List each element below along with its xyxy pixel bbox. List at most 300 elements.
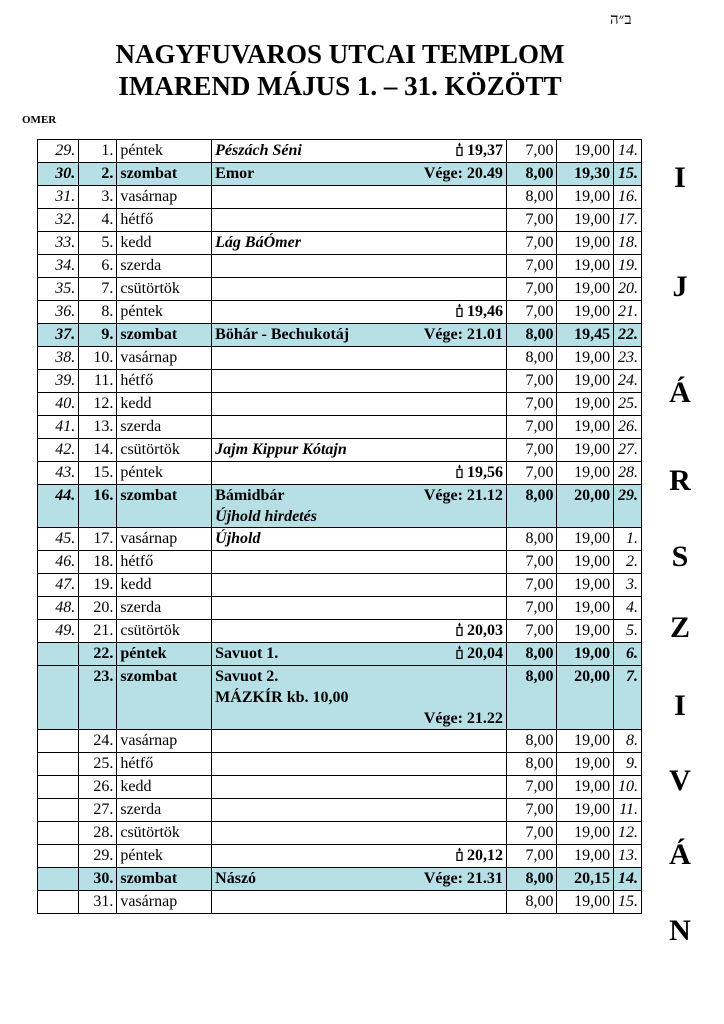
omer-count <box>38 845 79 868</box>
table-row <box>38 186 642 209</box>
hebrew-date: 3. <box>614 574 642 597</box>
candle-lighting: 19,56 <box>455 462 503 483</box>
omer-count: 47. <box>38 574 79 597</box>
mincha-time: 20,15 <box>557 868 614 891</box>
event-cell <box>212 393 507 416</box>
event-cell <box>212 209 507 232</box>
day-number: 22. <box>79 643 117 666</box>
shacharit-time: 7,00 <box>506 799 557 822</box>
omer-count <box>38 891 79 914</box>
event-cell <box>212 232 507 255</box>
weekday: csütörtök <box>117 620 212 643</box>
bh-mark: ב״ה <box>610 10 632 28</box>
shacharit-time: 7,00 <box>506 370 557 393</box>
omer-count: 44. <box>38 485 79 528</box>
weekday: szombat <box>117 324 212 347</box>
table-row <box>38 799 642 822</box>
hebrew-date: 4. <box>614 597 642 620</box>
hebrew-date: 19. <box>614 255 642 278</box>
hebrew-date: 24. <box>614 370 642 393</box>
mincha-time: 19,00 <box>557 574 614 597</box>
event-cell <box>212 140 507 163</box>
shacharit-time: 8,00 <box>506 186 557 209</box>
table-row <box>38 620 642 643</box>
weekday: hétfő <box>117 551 212 574</box>
weekday: szombat <box>117 163 212 186</box>
mincha-time: 19,00 <box>557 255 614 278</box>
mincha-time: 19,00 <box>557 301 614 324</box>
day-number: 10. <box>79 347 117 370</box>
shacharit-time: 7,00 <box>506 278 557 301</box>
event-line <box>215 462 503 483</box>
event-note: MÁZKÍR kb. 10,00 <box>215 689 349 706</box>
weekday: kedd <box>117 393 212 416</box>
side-letter: I <box>674 689 686 722</box>
shacharit-time: 7,00 <box>506 232 557 255</box>
weekday: hétfő <box>117 753 212 776</box>
table-row <box>38 232 642 255</box>
event-cell <box>212 462 507 485</box>
day-number: 9. <box>79 324 117 347</box>
shacharit-time: 8,00 <box>506 891 557 914</box>
weekday: csütörtök <box>117 822 212 845</box>
hebrew-date: 14. <box>614 140 642 163</box>
omer-count: 49. <box>38 620 79 643</box>
weekday: kedd <box>117 574 212 597</box>
event-note: Újhold hirdetés <box>215 508 317 525</box>
hebrew-date: 23. <box>614 347 642 370</box>
event-cell <box>212 551 507 574</box>
omer-count: 37. <box>38 324 79 347</box>
mincha-time: 19,00 <box>557 528 614 551</box>
day-number: 13. <box>79 416 117 439</box>
weekday: vasárnap <box>117 186 212 209</box>
day-number: 23. <box>79 666 117 730</box>
table-row <box>38 370 642 393</box>
omer-count: 43. <box>38 462 79 485</box>
table-row <box>38 416 642 439</box>
shacharit-time: 7,00 <box>506 574 557 597</box>
table-row <box>38 140 642 163</box>
shacharit-time: 7,00 <box>506 439 557 462</box>
day-number: 18. <box>79 551 117 574</box>
omer-count: 38. <box>38 347 79 370</box>
weekday: hétfő <box>117 209 212 232</box>
event-name: Nászó <box>215 870 257 887</box>
event-name: Emor <box>215 165 255 182</box>
candle-lighting: 20,04 <box>455 643 503 664</box>
hebrew-date: 7. <box>614 666 642 730</box>
hebrew-date: 29. <box>614 485 642 528</box>
table-row <box>38 163 642 186</box>
hebrew-date: 12. <box>614 822 642 845</box>
shacharit-time: 7,00 <box>506 209 557 232</box>
omer-count <box>38 730 79 753</box>
mincha-time: 19,00 <box>557 822 614 845</box>
event-cell <box>212 528 507 551</box>
day-number: 24. <box>79 730 117 753</box>
day-number: 14. <box>79 439 117 462</box>
candle-icon <box>455 622 467 639</box>
weekday: szombat <box>117 868 212 891</box>
table-row <box>38 462 642 485</box>
event-cell <box>212 485 507 528</box>
shabbat-end: Vége: 21.01 <box>423 326 503 343</box>
table-row <box>38 845 642 868</box>
table-row <box>38 439 642 462</box>
weekday: szombat <box>117 666 212 730</box>
weekday: vasárnap <box>117 528 212 551</box>
day-number: 16. <box>79 485 117 528</box>
weekday: vasárnap <box>117 347 212 370</box>
mincha-time: 19,00 <box>557 393 614 416</box>
shacharit-time: 7,00 <box>506 845 557 868</box>
side-letter: Á <box>669 376 691 409</box>
mincha-time: 19,00 <box>557 370 614 393</box>
shacharit-time: 8,00 <box>506 163 557 186</box>
omer-count: 46. <box>38 551 79 574</box>
omer-count <box>38 799 79 822</box>
hebrew-date: 18. <box>614 232 642 255</box>
omer-count <box>38 753 79 776</box>
weekday: csütörtök <box>117 439 212 462</box>
side-letter: Á <box>669 838 691 871</box>
hebrew-date: 26. <box>614 416 642 439</box>
event-line <box>215 666 503 687</box>
shabbat-end: Vége: 21.31 <box>423 870 503 887</box>
table-row <box>38 301 642 324</box>
candle-icon <box>455 464 467 481</box>
event-cell <box>212 186 507 209</box>
hebrew-date: 9. <box>614 753 642 776</box>
hebrew-date: 11. <box>614 799 642 822</box>
omer-count: 31. <box>38 186 79 209</box>
hebrew-date: 15. <box>614 891 642 914</box>
omer-count <box>38 822 79 845</box>
event-cell <box>212 868 507 891</box>
candle-icon <box>455 645 467 662</box>
shacharit-time: 7,00 <box>506 416 557 439</box>
event-cell <box>212 370 507 393</box>
event-line <box>215 845 503 866</box>
side-letter: R <box>669 464 691 497</box>
hebrew-date: 20. <box>614 278 642 301</box>
hebrew-date: 27. <box>614 439 642 462</box>
event-cell <box>212 799 507 822</box>
shacharit-time: 7,00 <box>506 597 557 620</box>
event-cell <box>212 822 507 845</box>
mincha-time: 19,00 <box>557 551 614 574</box>
table-row <box>38 666 642 730</box>
event-cell <box>212 730 507 753</box>
table-row <box>38 868 642 891</box>
day-number: 12. <box>79 393 117 416</box>
weekday: péntek <box>117 845 212 868</box>
mincha-time: 19,00 <box>557 140 614 163</box>
mincha-time: 19,00 <box>557 462 614 485</box>
side-letter: V <box>669 764 691 797</box>
candle-lighting: 20,03 <box>455 620 503 641</box>
hebrew-date: 14. <box>614 868 642 891</box>
mincha-time: 19,00 <box>557 278 614 301</box>
event-line <box>215 140 503 161</box>
mincha-time: 19,00 <box>557 643 614 666</box>
day-number: 19. <box>79 574 117 597</box>
hebrew-date: 10. <box>614 776 642 799</box>
weekday: szombat <box>117 485 212 528</box>
shacharit-time: 7,00 <box>506 393 557 416</box>
shacharit-time: 7,00 <box>506 255 557 278</box>
mincha-time: 19,00 <box>557 799 614 822</box>
day-number: 6. <box>79 255 117 278</box>
side-letter: Z <box>669 611 690 644</box>
mincha-time: 19,00 <box>557 439 614 462</box>
event-name: Bámidbár <box>215 487 285 504</box>
event-cell <box>212 620 507 643</box>
mincha-time: 19,00 <box>557 597 614 620</box>
day-number: 21. <box>79 620 117 643</box>
event-name: Pészách Séni <box>215 142 302 159</box>
weekday: péntek <box>117 643 212 666</box>
table-row <box>38 574 642 597</box>
page-title <box>0 38 680 102</box>
shacharit-time: 7,00 <box>506 620 557 643</box>
side-letter: N <box>669 914 691 947</box>
hebrew-date: 22. <box>614 324 642 347</box>
title-line-2: IMAREND MÁJUS 1. – 31. KÖZÖTT <box>118 71 562 101</box>
table-row <box>38 753 642 776</box>
shacharit-time: 7,00 <box>506 301 557 324</box>
omer-count: 39. <box>38 370 79 393</box>
event-cell <box>212 574 507 597</box>
omer-count: 36. <box>38 301 79 324</box>
mincha-time: 19,00 <box>557 209 614 232</box>
hebrew-date: 13. <box>614 845 642 868</box>
omer-label: OMER <box>22 114 57 126</box>
omer-count <box>38 776 79 799</box>
event-line <box>215 485 503 506</box>
event-line <box>215 301 503 322</box>
side-letter: S <box>671 540 689 573</box>
table-row <box>38 324 642 347</box>
mincha-time: 20,00 <box>557 666 614 730</box>
event-line <box>215 324 503 345</box>
omer-count <box>38 868 79 891</box>
day-number: 4. <box>79 209 117 232</box>
shacharit-time: 7,00 <box>506 462 557 485</box>
table-row <box>38 528 642 551</box>
hebrew-date: 16. <box>614 186 642 209</box>
shacharit-time: 7,00 <box>506 822 557 845</box>
hebrew-date: 1. <box>614 528 642 551</box>
event-cell <box>212 891 507 914</box>
day-number: 8. <box>79 301 117 324</box>
event-cell <box>212 666 507 730</box>
shacharit-time: 8,00 <box>506 730 557 753</box>
shacharit-time: 8,00 <box>506 643 557 666</box>
event-cell <box>212 255 507 278</box>
omer-count <box>38 643 79 666</box>
hebrew-date: 2. <box>614 551 642 574</box>
omer-count: 35. <box>38 278 79 301</box>
omer-count: 33. <box>38 232 79 255</box>
mincha-time: 20,00 <box>557 485 614 528</box>
day-number: 1. <box>79 140 117 163</box>
candle-icon <box>455 847 467 864</box>
shabbat-end: Vége: 21.12 <box>423 487 503 504</box>
day-number: 5. <box>79 232 117 255</box>
shacharit-time: 8,00 <box>506 753 557 776</box>
table-row <box>38 485 642 528</box>
mincha-time: 19,30 <box>557 163 614 186</box>
day-number: 15. <box>79 462 117 485</box>
event-name: Savuot 2. <box>215 668 279 685</box>
hebrew-date: 28. <box>614 462 642 485</box>
event-name: Újhold <box>215 530 261 547</box>
weekday: szerda <box>117 255 212 278</box>
table-row <box>38 643 642 666</box>
event-cell <box>212 597 507 620</box>
mincha-time: 19,00 <box>557 730 614 753</box>
hebrew-date: 25. <box>614 393 642 416</box>
title-line-1: NAGYFUVAROS UTCAI TEMPLOM <box>115 39 565 69</box>
table-row <box>38 730 642 753</box>
shacharit-time: 7,00 <box>506 140 557 163</box>
omer-count: 32. <box>38 209 79 232</box>
weekday: szerda <box>117 597 212 620</box>
omer-count: 41. <box>38 416 79 439</box>
event-line <box>215 439 503 460</box>
hebrew-date: 8. <box>614 730 642 753</box>
day-number: 26. <box>79 776 117 799</box>
event-cell <box>212 324 507 347</box>
shacharit-time: 7,00 <box>506 776 557 799</box>
hebrew-date: 15. <box>614 163 642 186</box>
day-number: 27. <box>79 799 117 822</box>
event-line <box>215 232 503 253</box>
hebrew-date: 6. <box>614 643 642 666</box>
shacharit-time: 8,00 <box>506 324 557 347</box>
weekday: vasárnap <box>117 891 212 914</box>
hebrew-date: 21. <box>614 301 642 324</box>
omer-count: 30. <box>38 163 79 186</box>
mincha-time: 19,00 <box>557 232 614 255</box>
mincha-time: 19,00 <box>557 347 614 370</box>
weekday: kedd <box>117 232 212 255</box>
side-letter: I <box>674 161 686 194</box>
table-row <box>38 278 642 301</box>
mincha-time: 19,00 <box>557 416 614 439</box>
omer-count <box>38 666 79 730</box>
event-cell <box>212 845 507 868</box>
hebrew-date: 5. <box>614 620 642 643</box>
table-row <box>38 393 642 416</box>
table-row <box>38 255 642 278</box>
mincha-time: 19,00 <box>557 891 614 914</box>
table-row <box>38 551 642 574</box>
day-number: 3. <box>79 186 117 209</box>
mincha-time: 19,00 <box>557 186 614 209</box>
weekday: szerda <box>117 799 212 822</box>
table-row <box>38 597 642 620</box>
weekday: szerda <box>117 416 212 439</box>
event-name: Jajm Kippur Kótajn <box>215 441 347 458</box>
event-cell <box>212 301 507 324</box>
side-letter: J <box>672 270 688 303</box>
day-number: 2. <box>79 163 117 186</box>
event-cell <box>212 416 507 439</box>
table-row <box>38 347 642 370</box>
event-line <box>215 620 503 641</box>
weekday: péntek <box>117 140 212 163</box>
table-row <box>38 776 642 799</box>
candle-icon <box>455 142 467 159</box>
omer-count: 48. <box>38 597 79 620</box>
shacharit-time: 8,00 <box>506 666 557 730</box>
omer-count: 42. <box>38 439 79 462</box>
shabbat-end: Vége: 20.49 <box>423 165 503 182</box>
day-number: 25. <box>79 753 117 776</box>
hebrew-date: 17. <box>614 209 642 232</box>
event-name: Böhár - Bechukotáj <box>215 326 350 343</box>
weekday: hétfő <box>117 370 212 393</box>
weekday: vasárnap <box>117 730 212 753</box>
event-cell <box>212 347 507 370</box>
weekday: péntek <box>117 462 212 485</box>
table-row <box>38 822 642 845</box>
event-line <box>215 868 503 889</box>
event-cell <box>212 776 507 799</box>
mincha-time: 19,00 <box>557 620 614 643</box>
day-number: 30. <box>79 868 117 891</box>
candle-icon <box>455 303 467 320</box>
event-line <box>215 528 503 549</box>
table-row <box>38 209 642 232</box>
day-number: 11. <box>79 370 117 393</box>
weekday: kedd <box>117 776 212 799</box>
shabbat-end: Vége: 21.22 <box>423 710 503 727</box>
candle-lighting: 19,46 <box>455 301 503 322</box>
mincha-time: 19,00 <box>557 776 614 799</box>
mincha-time: 19,00 <box>557 845 614 868</box>
omer-count: 45. <box>38 528 79 551</box>
event-name: Lág BáÓmer <box>215 234 301 251</box>
day-number: 29. <box>79 845 117 868</box>
mincha-time: 19,45 <box>557 324 614 347</box>
day-number: 31. <box>79 891 117 914</box>
shacharit-time: 8,00 <box>506 347 557 370</box>
event-name: Savuot 1. <box>215 645 279 662</box>
shacharit-time: 8,00 <box>506 485 557 528</box>
event-line <box>215 163 503 184</box>
omer-count: 34. <box>38 255 79 278</box>
day-number: 7. <box>79 278 117 301</box>
day-number: 28. <box>79 822 117 845</box>
omer-count: 29. <box>38 140 79 163</box>
event-cell <box>212 439 507 462</box>
event-cell <box>212 643 507 666</box>
shacharit-time: 8,00 <box>506 528 557 551</box>
event-cell <box>212 753 507 776</box>
event-cell <box>212 278 507 301</box>
weekday: csütörtök <box>117 278 212 301</box>
day-number: 20. <box>79 597 117 620</box>
candle-lighting: 19,37 <box>455 140 503 161</box>
candle-lighting: 20,12 <box>455 845 503 866</box>
table-row <box>38 891 642 914</box>
schedule-table <box>37 139 642 914</box>
day-number: 17. <box>79 528 117 551</box>
